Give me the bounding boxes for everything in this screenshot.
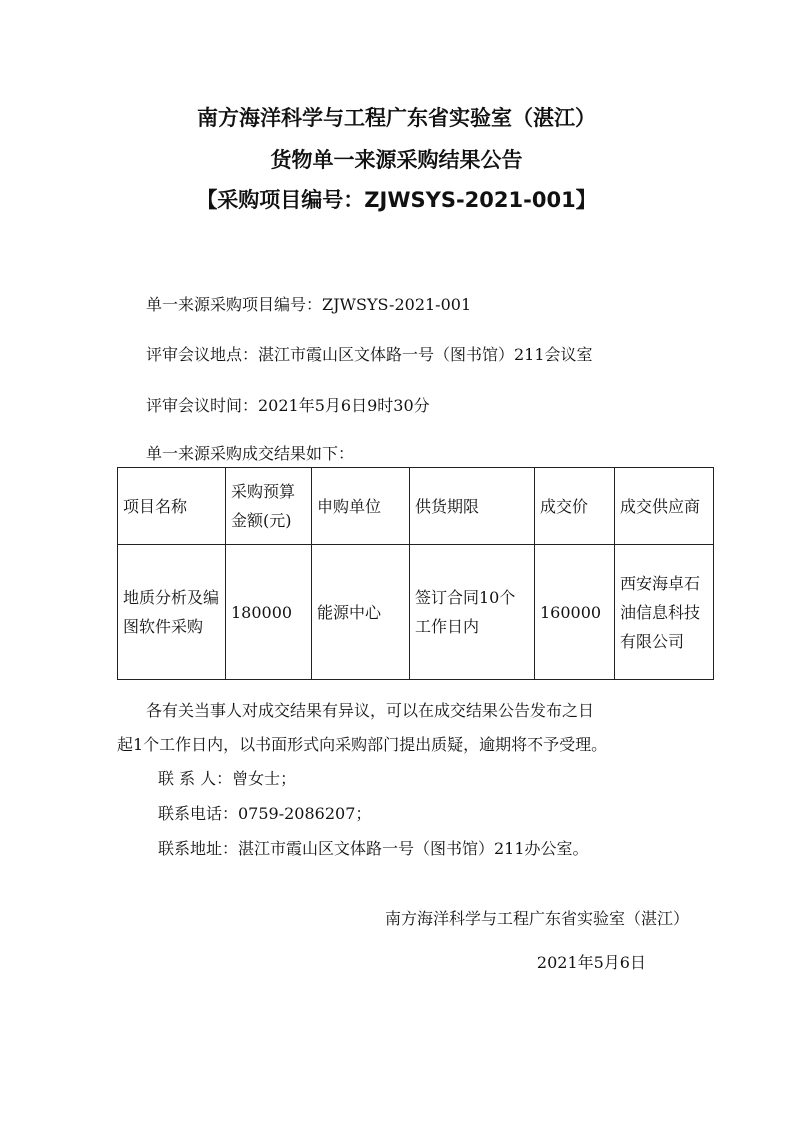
signature-organization: 南方海洋科学与工程广东省实验室（湛江） bbox=[384, 909, 689, 928]
cell-budget: 180000 bbox=[226, 545, 312, 680]
cell-delivery: 签订合同10个工作日内 bbox=[410, 545, 535, 680]
header-cell-unit: 申购单位 bbox=[312, 468, 410, 545]
document-project-number-title: 【采购项目编号：ZJWSYS-2021-001】 bbox=[196, 188, 597, 212]
objection-paragraph-line2: 起1个工作日内，以书面形式向采购部门提出质疑，逾期将不予受理。 bbox=[117, 735, 608, 754]
meeting-time-line: 评审会议时间：2021年5月6日9时30分 bbox=[146, 396, 430, 415]
header-cell-price: 成交价 bbox=[535, 468, 615, 545]
signature-date: 2021年5月6日 bbox=[536, 953, 646, 972]
cell-price: 160000 bbox=[535, 545, 615, 680]
header-cell-budget: 采购预算金额(元) bbox=[226, 468, 312, 545]
header-cell-supplier: 成交供应商 bbox=[615, 468, 714, 545]
result-intro-line: 单一来源采购成交结果如下： bbox=[146, 444, 355, 463]
table-row bbox=[118, 545, 714, 680]
contact-person: 联 系 人：曾女士； bbox=[158, 769, 297, 788]
document-title-org: 南方海洋科学与工程广东省实验室（湛江） bbox=[197, 106, 596, 130]
cell-supplier: 西安海卓石油信息科技有限公司 bbox=[615, 545, 714, 680]
cell-project-name: 地质分析及编图软件采购 bbox=[118, 545, 226, 680]
contact-address: 联系地址：湛江市霞山区文体路一号（图书馆）211办公室。 bbox=[158, 839, 589, 858]
header-cell-delivery: 供货期限 bbox=[410, 468, 535, 545]
project-number-line: 单一来源采购项目编号：ZJWSYS-2021-001 bbox=[146, 295, 472, 314]
result-table bbox=[117, 467, 714, 680]
header-cell-project-name: 项目名称 bbox=[118, 468, 226, 545]
objection-paragraph-line1: 各有关当事人对成交结果有异议，可以在成交结果公告发布之日 bbox=[146, 701, 595, 720]
cell-unit: 能源中心 bbox=[312, 545, 410, 680]
contact-phone: 联系电话：0759-2086207； bbox=[158, 804, 372, 823]
meeting-place-line: 评审会议地点：湛江市霞山区文体路一号（图书馆）211会议室 bbox=[146, 345, 593, 364]
table-header-row bbox=[118, 468, 714, 545]
document-title: 货物单一来源采购结果公告 bbox=[270, 148, 523, 172]
